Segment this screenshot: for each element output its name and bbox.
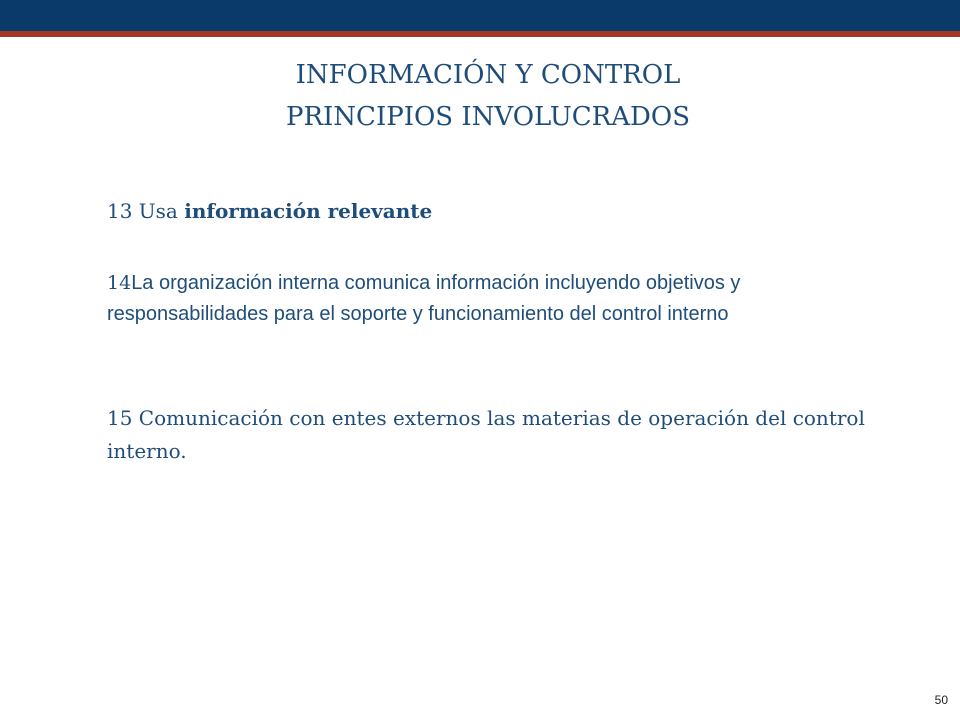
principle-15: 15 Comunicación con entes externos las materias de operación del control interno. [107, 406, 865, 463]
principle-13-emphasis: información relevante [184, 199, 433, 223]
slide-title [0, 54, 960, 138]
principle-14-text: La organización interna comunica información incluyendo objetivos y responsabilidades para el soporte y funcionamiento del control interno [107, 272, 741, 325]
page-number: 50 [934, 693, 948, 707]
principle-14 [107, 268, 867, 330]
title-line-1: INFORMACIÓN Y CONTROL [295, 60, 681, 90]
title-line-2: PRINCIPIOS INVOLUCRADOS [285, 102, 691, 132]
principle-13 [107, 193, 432, 229]
header-bar [0, 0, 960, 31]
header-accent-stripe [0, 31, 960, 37]
principle-13-prefix: 13 Usa [107, 199, 185, 223]
principle-14-number: 14 [107, 272, 132, 294]
